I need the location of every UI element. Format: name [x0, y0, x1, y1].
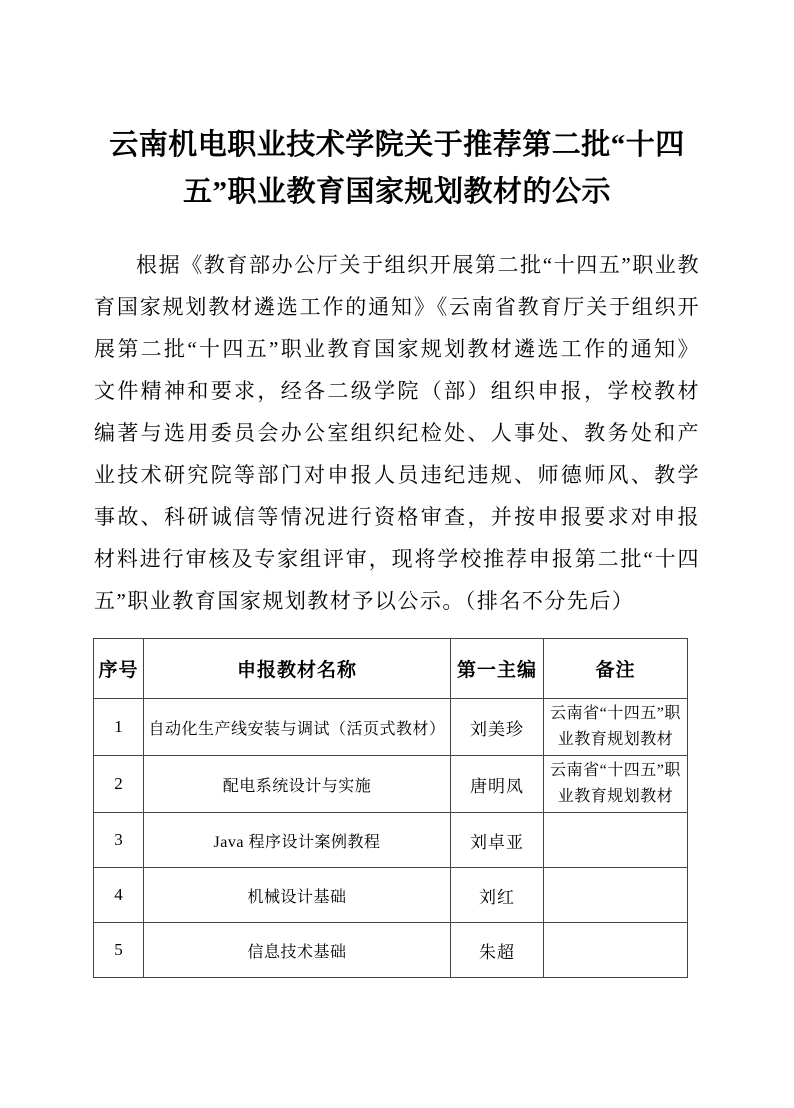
document-title: 云南机电职业技术学院关于推荐第二批“十四五”职业教育国家规划教材的公示 — [109, 129, 685, 208]
editor-cell: 刘红 — [451, 868, 544, 923]
table-row — [94, 923, 688, 978]
editor-cell: 刘美珍 — [451, 699, 544, 756]
col-header-textbook-name: 申报教材名称 — [144, 639, 451, 699]
table-header-row — [94, 639, 688, 699]
col-header-remark: 备注 — [544, 639, 688, 699]
table-row — [94, 813, 688, 868]
row-number-cell: 1 — [94, 699, 144, 756]
row-number-cell: 5 — [94, 923, 144, 978]
textbook-name-cell: 配电系统设计与实施 — [144, 756, 451, 813]
editor-cell: 刘卓亚 — [451, 813, 544, 868]
editor-cell: 朱超 — [451, 923, 544, 978]
row-number-cell: 2 — [94, 756, 144, 813]
textbook-name-cell: 机械设计基础 — [144, 868, 451, 923]
remark-cell — [544, 923, 688, 978]
remark-cell: 云南省“十四五”职业教育规划教材 — [544, 756, 688, 813]
body-paragraph: 根据《教育部办公厅关于组织开展第二批“十四五”职业教育国家规划教材遴选工作的通知》《云南省教育厅关于组织开展第二批“十四五”职业教育国家规划教材遴选工作的通知》文件精神和要求，经各二级学院（部）组织申报，学校教材编著与选用委员会办公室组织纪检处、人事处、教务处和产业技术研究院等部门对申报人员违纪违规、师德师风、教学事故、科研诚信等情况进行资格审查，并按申报要求对申报材料进行审核及专家组评审，现将学校推荐申报第二批“十四五”职业教育国家规划教材予以公示。（排名不分先后） — [94, 253, 700, 613]
row-number-cell: 3 — [94, 813, 144, 868]
col-header-first-editor: 第一主编 — [451, 639, 544, 699]
textbooks-table — [93, 638, 688, 978]
row-number-cell: 4 — [94, 868, 144, 923]
table-body — [94, 699, 688, 978]
textbook-name-cell: 信息技术基础 — [144, 923, 451, 978]
remark-cell — [544, 813, 688, 868]
textbook-name-cell: 自动化生产线安装与调试（活页式教材） — [144, 699, 451, 756]
table-row — [94, 699, 688, 756]
editor-cell: 唐明凤 — [451, 756, 544, 813]
remark-cell — [544, 868, 688, 923]
table-row — [94, 868, 688, 923]
col-header-number: 序号 — [94, 639, 144, 699]
remark-cell: 云南省“十四五”职业教育规划教材 — [544, 699, 688, 756]
textbook-name-cell: Java 程序设计案例教程 — [144, 813, 451, 868]
table-row — [94, 756, 688, 813]
